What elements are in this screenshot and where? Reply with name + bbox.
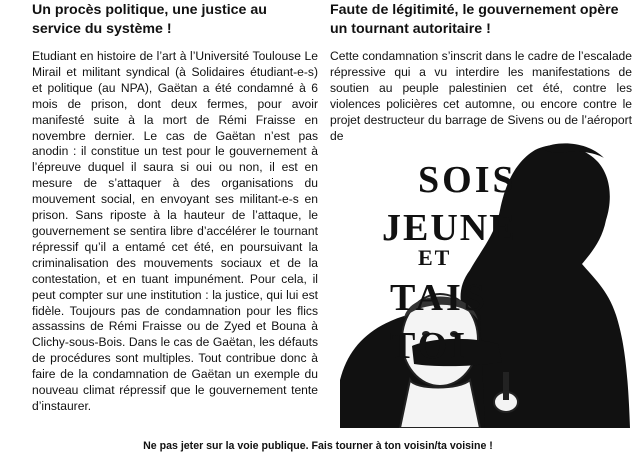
poster-svg: [320, 140, 636, 428]
poster-illustration: [320, 140, 636, 428]
right-body-text: Cette condamnation s’inscrit dans le cadre de l’escalade répressive qui a vu interdire les manifestations de soutien au peuple palestinien cet été, contre les violences policières cet automne, ou encore contre le projet destructeur du barrage de Sivens ou de l’aéroport de: [330, 49, 632, 143]
right-heading: Faute de légitimité, le gouvernement opère un tournant autoritaire !: [330, 2, 619, 37]
poster-line-3: ET: [418, 245, 452, 270]
left-column: [32, 0, 318, 415]
poster-line-1: SOIS: [418, 159, 517, 201]
poster-line-2: JEUNE: [382, 207, 517, 249]
poster-line-5: TOI: [390, 325, 469, 367]
right-column: [330, 0, 632, 144]
poster-line-4: TAIS: [390, 277, 488, 319]
footer-note: Ne pas jeter sur la voie publique. Fais tourner à ton voisin/ta voisine !: [143, 440, 493, 452]
left-heading: Un procès politique, une justice au service du système !: [32, 2, 267, 37]
left-body-text: Etudiant en histoire de l’art à l’Université Toulouse Le Mirail et militant syndical (à Solidaires étudiant-e-s) et politique (au NPA), Gaëtan a été condamné à 6 mois de prison, dont deux fermes, pour avoir manifesté suite à la mort de Rémi Fraisse en novembre dernier. Le cas de Gaëtan n’est pas anodin : il constitue un test pour le gouvernement à l’épreuve duquel il saura si oui ou non, il est en mesure de s’attaquer à des organisations du mouvement social, en envoyant ses militant-e-s en prison. Sans riposte à la hauteur de l’attaque, le gouvernement se sentira libre d’accélérer le tournant répressif qu’il a entamé cet été, en poursuivant la criminalisation des mouvements sociaux et de la contestation, et en tuant impunément. Pour cela, il peut compter sur une institution : la justice, qui lui est fidèle. Toujours pas de condamnation pour les flics assassins de Rémi Fraisse ou de Zyed et Bouna à Clichy-sous-Bois. Dans le cas de Gaëtan, les défauts de procédures sont multiples. Tout contribue donc à faire de la condamnation de Gaëtan un exemple du nouveau climat répressif que le gouvernement tente d’instaurer.: [32, 49, 318, 413]
